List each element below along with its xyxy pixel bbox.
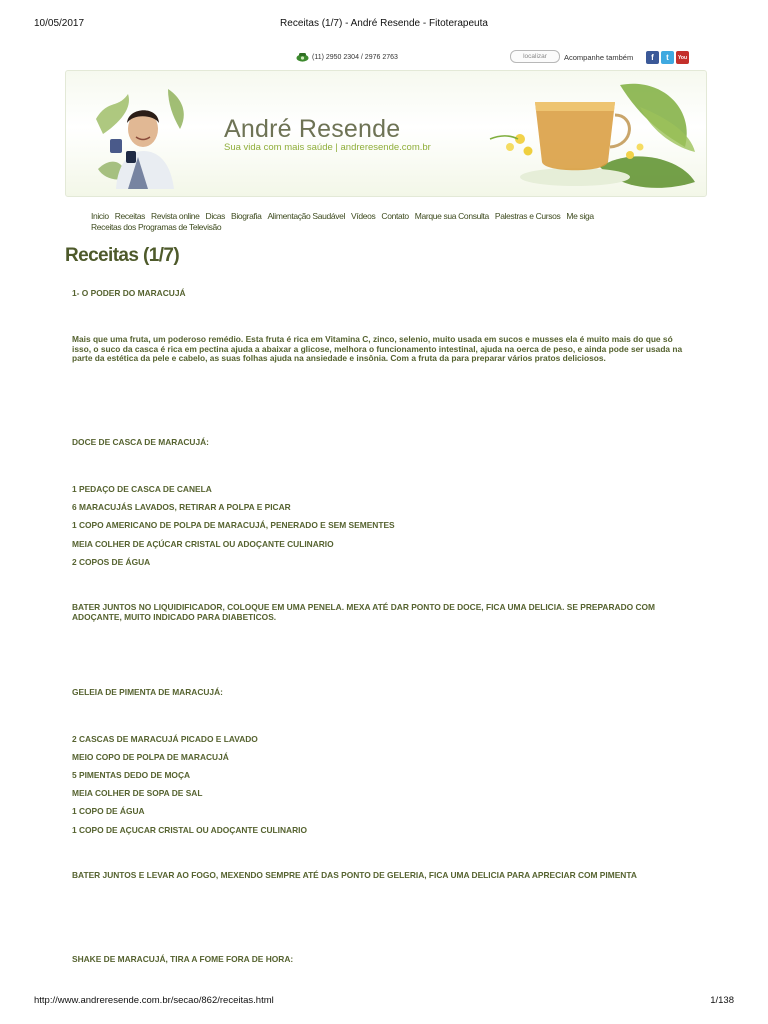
main-nav [91, 211, 671, 233]
nav-item-videos[interactable]: Vídeos [351, 211, 376, 221]
print-date: 10/05/2017 [34, 18, 85, 29]
phone-icon [296, 52, 309, 62]
brand-name: André Resende [224, 115, 401, 143]
nav-item-dicas[interactable]: Dicas [205, 211, 226, 221]
nav-item-palestras-e-cursos[interactable]: Palestras e Cursos [494, 211, 561, 221]
section-heading: 1- O PODER DO MARACUJÁ [72, 288, 186, 298]
recipe-title: SHAKE DE MARACUJÁ, TIRA A FOME FORA DE HORA: [72, 954, 294, 964]
nav-item-me-siga[interactable]: Me siga [566, 211, 594, 221]
nav-item-receitas-programas-tv[interactable]: Receitas dos Programas de Televisão [91, 222, 222, 232]
portrait-image [88, 79, 198, 189]
site-banner [65, 70, 707, 197]
nav-item-contato[interactable]: Contato [381, 211, 409, 221]
print-page-title: Receitas (1/7) - André Resende - Fitoterapeuta [280, 18, 488, 29]
ingredient-line: 6 MARACUJÁS LAVADOS, RETIRAR A POLPA E PICAR [72, 502, 291, 512]
ingredient-line: 1 COPO DE AÇUCAR CRISTAL OU ADOÇANTE CULINARIO [72, 825, 307, 835]
ingredient-line: 5 PIMENTAS DEDO DE MOÇA [72, 770, 191, 780]
print-url: http://www.andreresende.com.br/secao/862/receitas.html [34, 995, 274, 1006]
nav-item-marque-sua-consulta[interactable]: Marque sua Consulta [414, 211, 489, 221]
nav-item-receitas[interactable]: Receitas [114, 211, 146, 221]
phone-contact [296, 52, 398, 62]
phone-number: (11) 2950 2304 / 2976 2763 [312, 53, 398, 61]
social-links [646, 51, 689, 64]
ingredient-line: MEIA COLHER DE AÇÚCAR CRISTAL OU ADOÇANTE CULINARIO [72, 539, 334, 549]
tea-image [480, 77, 700, 193]
facebook-icon[interactable]: f [646, 51, 659, 64]
brand-tagline: Sua vida com mais saúde | andreresende.com.br [224, 142, 431, 153]
intro-paragraph: Mais que uma fruta, um poderoso remédio. Esta fruta é rica em Vitamina C, zinco, selenio, muito usada em sucos e musses ela é muito mais do que só isso, o suco da casca é rica em pectina ajuda a abaixar a glicose, melhora o funcionamento intestinal, ajuda na oerca de peso, e ainda pode ser usada na parte da estética da pele e cabelo, as suas folhas ajuda na ansiedade e insônia. Com a fruta da para preparar vários pratos deliciosos. [72, 334, 683, 364]
method-paragraph: BATER JUNTOS NO LIQUIDIFICADOR, COLOQUE EM UMA PENELA. MEXA ATÉ DAR PONTO DE DOCE, FICA UMA DELICIA. SE PREPARADO COM ADOÇANTE, MUITO INDICADO PARA DIABETICOS. [72, 602, 656, 622]
method-paragraph: BATER JUNTOS E LEVAR AO FOGO, MEXENDO SEMPRE ATÉ DAS PONTO DE GELERIA, FICA UMA DELICIA PARA APRECIAR COM PIMENTA [72, 870, 637, 880]
ingredient-line: 2 COPOS DE ÁGUA [72, 557, 151, 567]
follow-label: Acompanhe também [564, 53, 634, 62]
ingredient-line: 1 COPO AMERICANO DE POLPA DE MARACUJÁ, PENERADO E SEM SEMENTES [72, 520, 395, 530]
recipe-title: GELEIA DE PIMENTA DE MARACUJÁ: [72, 687, 223, 697]
nav-item-inicio[interactable]: Inicio [91, 211, 109, 221]
nav-item-revista-online[interactable]: Revista online [151, 211, 200, 221]
ingredient-line: 1 PEDAÇO DE CASCA DE CANELA [72, 484, 212, 494]
recipe-title: DOCE DE CASCA DE MARACUJÁ: [72, 437, 209, 447]
twitter-icon[interactable]: t [661, 51, 674, 64]
print-page-number: 1/138 [710, 995, 734, 1006]
ingredient-line: 2 CASCAS DE MARACUJÁ PICADO E LAVADO [72, 734, 258, 744]
ingredient-line: MEIA COLHER DE SOPA DE SAL [72, 788, 203, 798]
youtube-icon[interactable]: You [676, 51, 689, 64]
page-title: Receitas (1/7) [65, 245, 180, 266]
nav-item-alimentacao-saudavel[interactable]: Alimentação Saudável [267, 211, 346, 221]
ingredient-line: MEIO COPO DE POLPA DE MARACUJÁ [72, 752, 229, 762]
nav-item-biografia[interactable]: Biografia [231, 211, 262, 221]
search-input[interactable]: localizar [510, 50, 560, 63]
ingredient-line: 1 COPO DE ÁGUA [72, 806, 145, 816]
